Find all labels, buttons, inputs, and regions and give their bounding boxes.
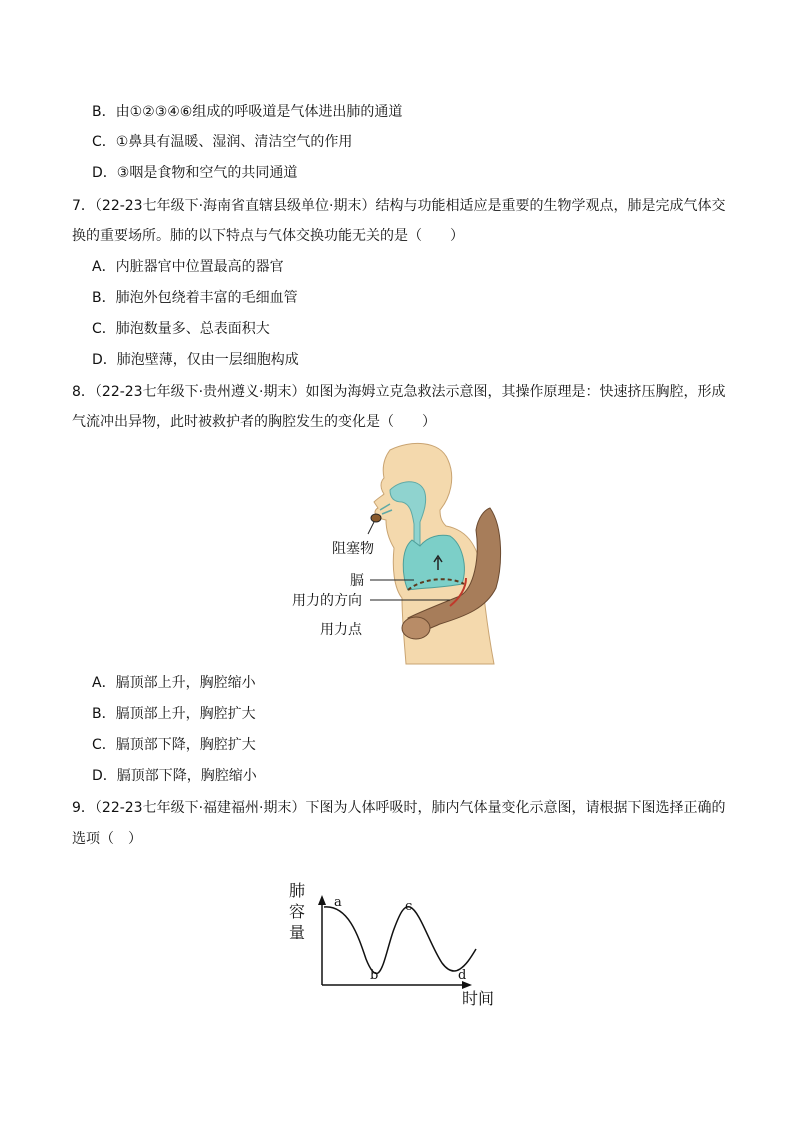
point-label-b: b (370, 968, 379, 983)
obstruction-object (371, 514, 381, 522)
q9-stem-line2: 选项（ ） (72, 831, 142, 847)
y-axis-arrow (318, 895, 326, 905)
q6-option-c: C．①鼻具有温暖、湿润、清洁空气的作用 (92, 134, 353, 150)
q9-stem-line1: 9．（22-23七年级下·福建福州·期末）下图为人体呼吸时，肺内气体量变化示意图，请根据下图选择正确的 (72, 800, 726, 816)
y-axis-label-char1: 肺 (288, 881, 305, 900)
q7-option-d: D．肺泡壁薄，仅由一层细胞构成 (92, 352, 299, 368)
q6-option-d: D．③咽是食物和空气的共同通道 (92, 165, 298, 181)
label-force-direction: 用力的方向 (292, 593, 362, 609)
y-axis-label-char2: 容 (288, 902, 305, 921)
q8-stem-line2: 气流冲出异物，此时被救护者的胸腔发生的变化是（ ） (72, 414, 436, 430)
q7-option-b: B．肺泡外包绕着丰富的毛细血管 (92, 290, 298, 306)
y-axis-label-char3: 量 (288, 923, 305, 942)
q7-option-a: A．内脏器官中位置最高的器官 (92, 259, 284, 275)
fist (402, 617, 430, 639)
label-obstruction: 阻塞物 (332, 541, 374, 557)
q6-option-b: B．由①②③④⑥组成的呼吸道是气体进出肺的通道 (92, 104, 403, 120)
x-axis-label: 时间 (462, 989, 495, 1008)
q8-option-a: A．膈顶部上升，胸腔缩小 (92, 675, 256, 691)
q7-option-c: C．肺泡数量多、总表面积大 (92, 321, 270, 337)
q8-option-d: D．膈顶部下降，胸腔缩小 (92, 768, 257, 784)
point-label-a: a (334, 895, 342, 910)
q7-stem-line2: 换的重要场所。肺的以下特点与气体交换功能无关的是（ ） (72, 228, 464, 244)
label-force-point: 用力点 (320, 622, 362, 638)
point-label-c: c (405, 899, 413, 914)
label-diaphragm: 膈 (350, 573, 364, 589)
obstruction-pointer (368, 522, 374, 534)
lungs (403, 535, 464, 590)
point-label-d: d (458, 968, 467, 983)
q8-stem-line1: 8．（22-23七年级下·贵州遵义·期末）如图为海姆立克急救法示意图，其操作原理是：快速挤压胸腔，形成 (72, 384, 726, 400)
q8-option-c: C．膈顶部下降，胸腔扩大 (92, 737, 256, 753)
q8-option-b: B．膈顶部上升，胸腔扩大 (92, 706, 256, 722)
q7-stem-line1: 7．（22-23七年级下·海南省直辖县级单位·期末）结构与功能相适应是重要的生物学观点，肺是完成气体交 (72, 198, 726, 214)
lung-volume-curve (324, 907, 476, 974)
